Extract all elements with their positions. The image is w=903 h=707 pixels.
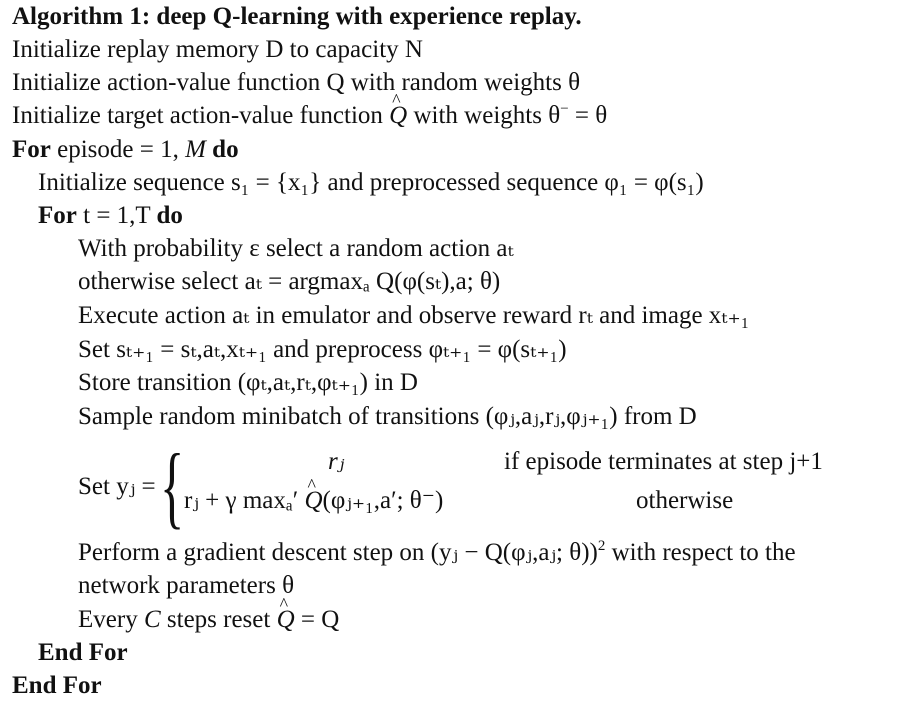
gradient-text-end: with respect to the (605, 539, 796, 566)
init-replay-line: Initialize replay memory D to capacity N (12, 36, 423, 63)
gradient-text: Perform a gradient descent step on (yⱼ − Q(φⱼ,aⱼ; θ)) (78, 539, 598, 566)
sample-minibatch-line: Sample random minibatch of transitions (φⱼ,aⱼ,rⱼ,φⱼ₊₁) from D (78, 403, 697, 430)
for-keyword: For (12, 136, 51, 163)
case1-condition: if episode terminates at step j+1 (504, 448, 823, 475)
case2-args: (φⱼ₊₁,a′; θ⁻) (322, 487, 444, 514)
squared-exponent: 2 (597, 538, 606, 554)
init-target-eq: = θ (568, 102, 608, 129)
reset-eq: = Q (294, 606, 340, 633)
case2-expression (184, 486, 443, 516)
theta-minus-sup: − (560, 101, 569, 117)
probability-line: With probability ε select a random action aₜ (78, 235, 514, 262)
cases-brace: { (160, 435, 185, 537)
init-target-line (12, 101, 607, 134)
gradient-line (78, 538, 796, 571)
end-for-outer: End For (12, 672, 102, 699)
reset-steps: steps reset (160, 606, 277, 633)
store-transition-line: Store transition (φₜ,aₜ,rₜ,φₜ₊₁) in D (78, 369, 418, 396)
otherwise-select-line: otherwise select aₜ = argmaxₐ Q(φ(sₜ),a; θ) (78, 268, 501, 295)
for-t-line (38, 201, 183, 231)
execute-line: Execute action aₜ in emulator and observe reward rₜ and image xₜ₊₁ (78, 302, 750, 329)
for-t-text: t = 1,T (76, 202, 157, 229)
q-hat-symbol: ^ Q (389, 101, 407, 131)
reset-q-hat: ^ Q (277, 605, 295, 635)
for-keyword-inner: For (38, 202, 77, 229)
init-q-line: Initialize action-value function Q with random weights θ (12, 69, 581, 96)
init-sequence-line: Initialize sequence s₁ = {x₁} and preprocessed sequence φ₁ = φ(s₁) (38, 169, 704, 196)
for-episode-text: episode = 1, (50, 136, 186, 163)
for-episode-line (12, 135, 239, 165)
set-sequence-line: Set sₜ₊₁ = sₜ,aₜ,xₜ₊₁ and preprocess φₜ₊₁ = φ(sₜ₊₁) (78, 336, 567, 363)
reset-line (78, 605, 339, 635)
case2-reward-max: rⱼ + γ maxₐ′ (184, 487, 305, 514)
case2-condition: otherwise (636, 487, 734, 514)
init-target-weights: with weights θ (407, 102, 561, 129)
m-symbol: M (185, 136, 206, 163)
c-symbol: C (143, 606, 161, 633)
reset-every: Every (78, 606, 144, 633)
set-y-label: Set yⱼ = (78, 473, 156, 500)
algorithm-title: Algorithm 1: deep Q-learning with experience replay. (12, 3, 582, 30)
do-keyword: do (205, 136, 239, 163)
init-target-text: Initialize target action-value function (12, 102, 390, 129)
case1-expression: rⱼ (328, 448, 345, 475)
network-params-line: network parameters θ (78, 572, 295, 599)
end-for-inner: End For (38, 639, 128, 666)
case2-q-hat: ^ Q (304, 486, 322, 516)
do-keyword-inner: do (156, 202, 183, 229)
